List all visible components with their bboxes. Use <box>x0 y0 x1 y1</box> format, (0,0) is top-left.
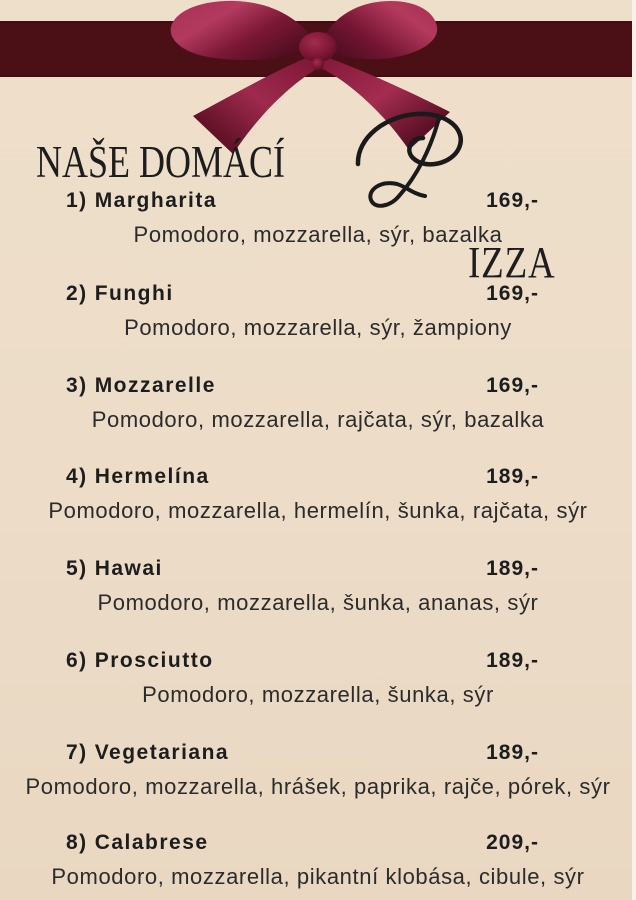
menu-item-name: 7) Vegetariana <box>66 741 230 764</box>
menu-item-description: Pomodoro, mozzarella, hermelín, šunka, rajčata, sýr <box>48 498 588 523</box>
menu-item-description: Pomodoro, mozzarella, rajčata, sýr, bazalka <box>91 407 545 432</box>
menu-item <box>0 740 636 800</box>
menu-item-header <box>0 464 636 490</box>
menu-item-description: Pomodoro, mozzarella, sýr, bazalka <box>133 222 503 247</box>
menu-item-number: 8) <box>66 831 88 854</box>
menu-item-header <box>0 188 636 214</box>
menu-item-header <box>0 830 636 856</box>
menu-item-header <box>0 373 636 399</box>
menu-item-number: 5) <box>66 557 88 580</box>
page-title-left: NAŠE DOMÁCÍ <box>36 137 286 187</box>
menu-item-description: Pomodoro, mozzarella, pikantní klobása, cibule, sýr <box>51 864 585 889</box>
menu-item <box>0 830 636 890</box>
menu-item-number: 3) <box>66 374 88 397</box>
menu-item <box>0 648 636 708</box>
menu-item-number: 4) <box>66 465 88 488</box>
page-title-izza: IZZA <box>468 238 556 287</box>
menu-item-name: 3) Mozzarelle <box>66 374 216 397</box>
menu-item-price: 189,- <box>486 649 539 672</box>
menu-item-description: Pomodoro, mozzarella, sýr, žampiony <box>124 315 512 340</box>
menu-item <box>0 281 636 341</box>
menu-item <box>0 373 636 433</box>
menu-item-header <box>0 648 636 674</box>
menu-item-number: 7) <box>66 741 88 764</box>
menu-item-number: 1) <box>66 189 88 212</box>
menu-item <box>0 464 636 524</box>
menu-item-name: 2) Funghi <box>66 282 174 305</box>
menu-item-price: 189,- <box>486 557 539 580</box>
menu-item-price: 189,- <box>486 465 539 488</box>
menu-item-price: 169,- <box>486 189 539 212</box>
menu-item-header <box>0 556 636 582</box>
menu-item <box>0 188 636 248</box>
menu-item-name: 4) Hermelína <box>66 465 210 488</box>
menu-item-price: 169,- <box>486 374 539 397</box>
menu-item-number: 6) <box>66 649 88 672</box>
menu-item-name: 6) Prosciutto <box>66 649 214 672</box>
menu-item-number: 2) <box>66 282 88 305</box>
menu-item-description: Pomodoro, mozzarella, hrášek, paprika, rajče, pórek, sýr <box>25 774 611 799</box>
menu-item <box>0 556 636 616</box>
menu-item-header <box>0 281 636 307</box>
menu-item-header <box>0 740 636 766</box>
menu-item-name: 5) Hawai <box>66 557 163 580</box>
menu-item-description: Pomodoro, mozzarella, šunka, sýr <box>142 682 494 707</box>
menu-item-name: 1) Margharita <box>66 189 218 212</box>
menu-item-description: Pomodoro, mozzarella, šunka, ananas, sýr <box>97 590 539 615</box>
menu-item-price: 169,- <box>486 282 539 305</box>
menu-item-price: 189,- <box>486 741 539 764</box>
menu-item-name: 8) Calabrese <box>66 831 209 854</box>
menu-item-price: 209,- <box>486 831 539 854</box>
